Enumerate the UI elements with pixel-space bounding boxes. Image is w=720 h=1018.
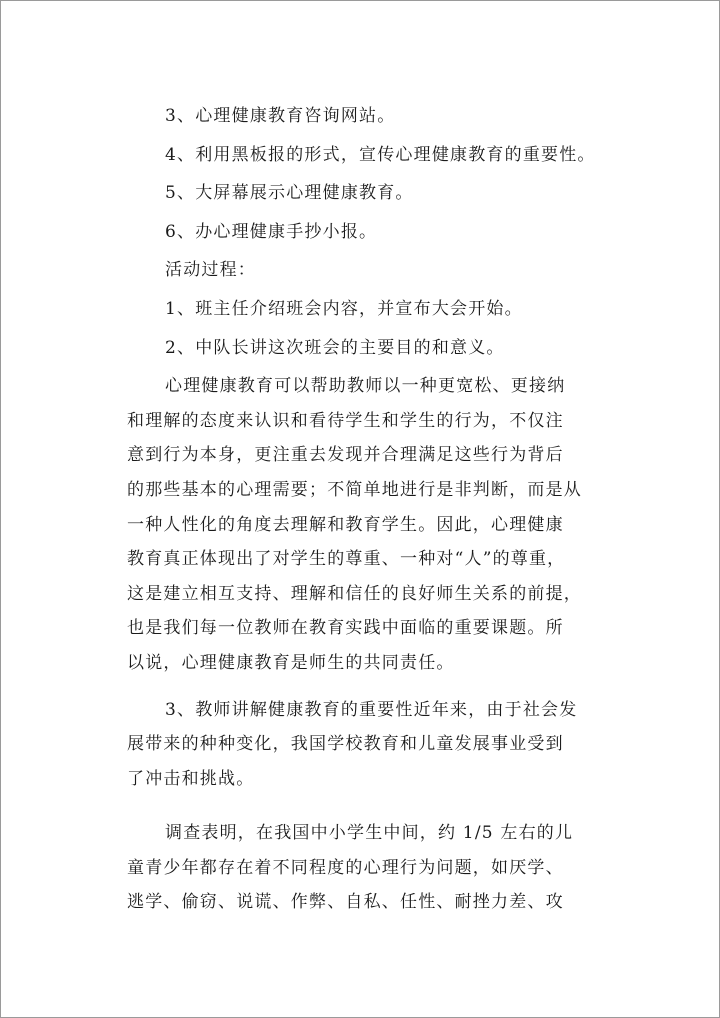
paragraph-line: 这是建立相互支持、理解和信任的良好师生关系的前提， <box>127 583 582 604</box>
process-step: 1、班主任介绍班会内容，并宣布大会开始。 <box>165 298 523 319</box>
paragraph-line: 和理解的态度来认识和看待学生和学生的行为，不仅注 <box>127 410 564 431</box>
paragraph-line: 一种人性化的角度去理解和教育学生。因此，心理健康 <box>127 514 564 535</box>
process-heading: 活动过程： <box>165 260 256 281</box>
list-item: 3、心理健康教育咨询网站。 <box>165 106 396 126</box>
list-item: 5、大屏幕展示心理健康教育。 <box>165 183 414 204</box>
paragraph <box>127 369 603 680</box>
paragraph-line: 调查表明，在我国中小学生中间，约 1/5 左右的儿 <box>165 823 574 844</box>
paragraph-line: 了冲击和挑战。 <box>127 768 255 789</box>
paragraph-line: 以说，心理健康教育是师生的共同责任。 <box>127 652 455 673</box>
paragraph-line: 逃学、偷窃、说谎、作弊、自私、任性、耐挫力差、攻 <box>127 892 564 913</box>
document-body <box>127 99 603 920</box>
paragraph <box>127 816 603 920</box>
paragraph-spacer <box>127 681 603 693</box>
paragraph-line: 童青少年都存在着不同程度的心理行为问题，如厌学、 <box>127 857 564 878</box>
paragraph-line: 教育真正体现出了对学生的尊重、一种对“人”的尊重， <box>127 549 566 570</box>
paragraph-line: 3、教师讲解健康教育的重要性近年来，由于社会发 <box>165 699 578 720</box>
list-item: 6、办心理健康手抄小报。 <box>165 221 378 242</box>
paragraph-line: 意到行为本身，更注重去发现并合理满足这些行为背后 <box>127 445 564 466</box>
paragraph <box>127 693 603 797</box>
list-item: 4、利用黑板报的形式，宣传心理健康教育的重要性。 <box>165 144 596 165</box>
paragraph-line: 心理健康教育可以帮助教师以一种更宽松、更接纳 <box>165 376 566 397</box>
paragraph-line: 的那些基本的心理需要；不简单地进行是非判断，而是从 <box>127 479 582 500</box>
paragraph-spacer <box>127 796 603 816</box>
process-step: 2、中队长讲这次班会的主要目的和意义。 <box>165 337 505 358</box>
paragraph-line: 展带来的种种变化，我国学校教育和儿童发展事业受到 <box>127 734 564 755</box>
paragraph-line: 也是我们每一位教师在教育实践中面临的重要课题。所 <box>127 618 564 639</box>
